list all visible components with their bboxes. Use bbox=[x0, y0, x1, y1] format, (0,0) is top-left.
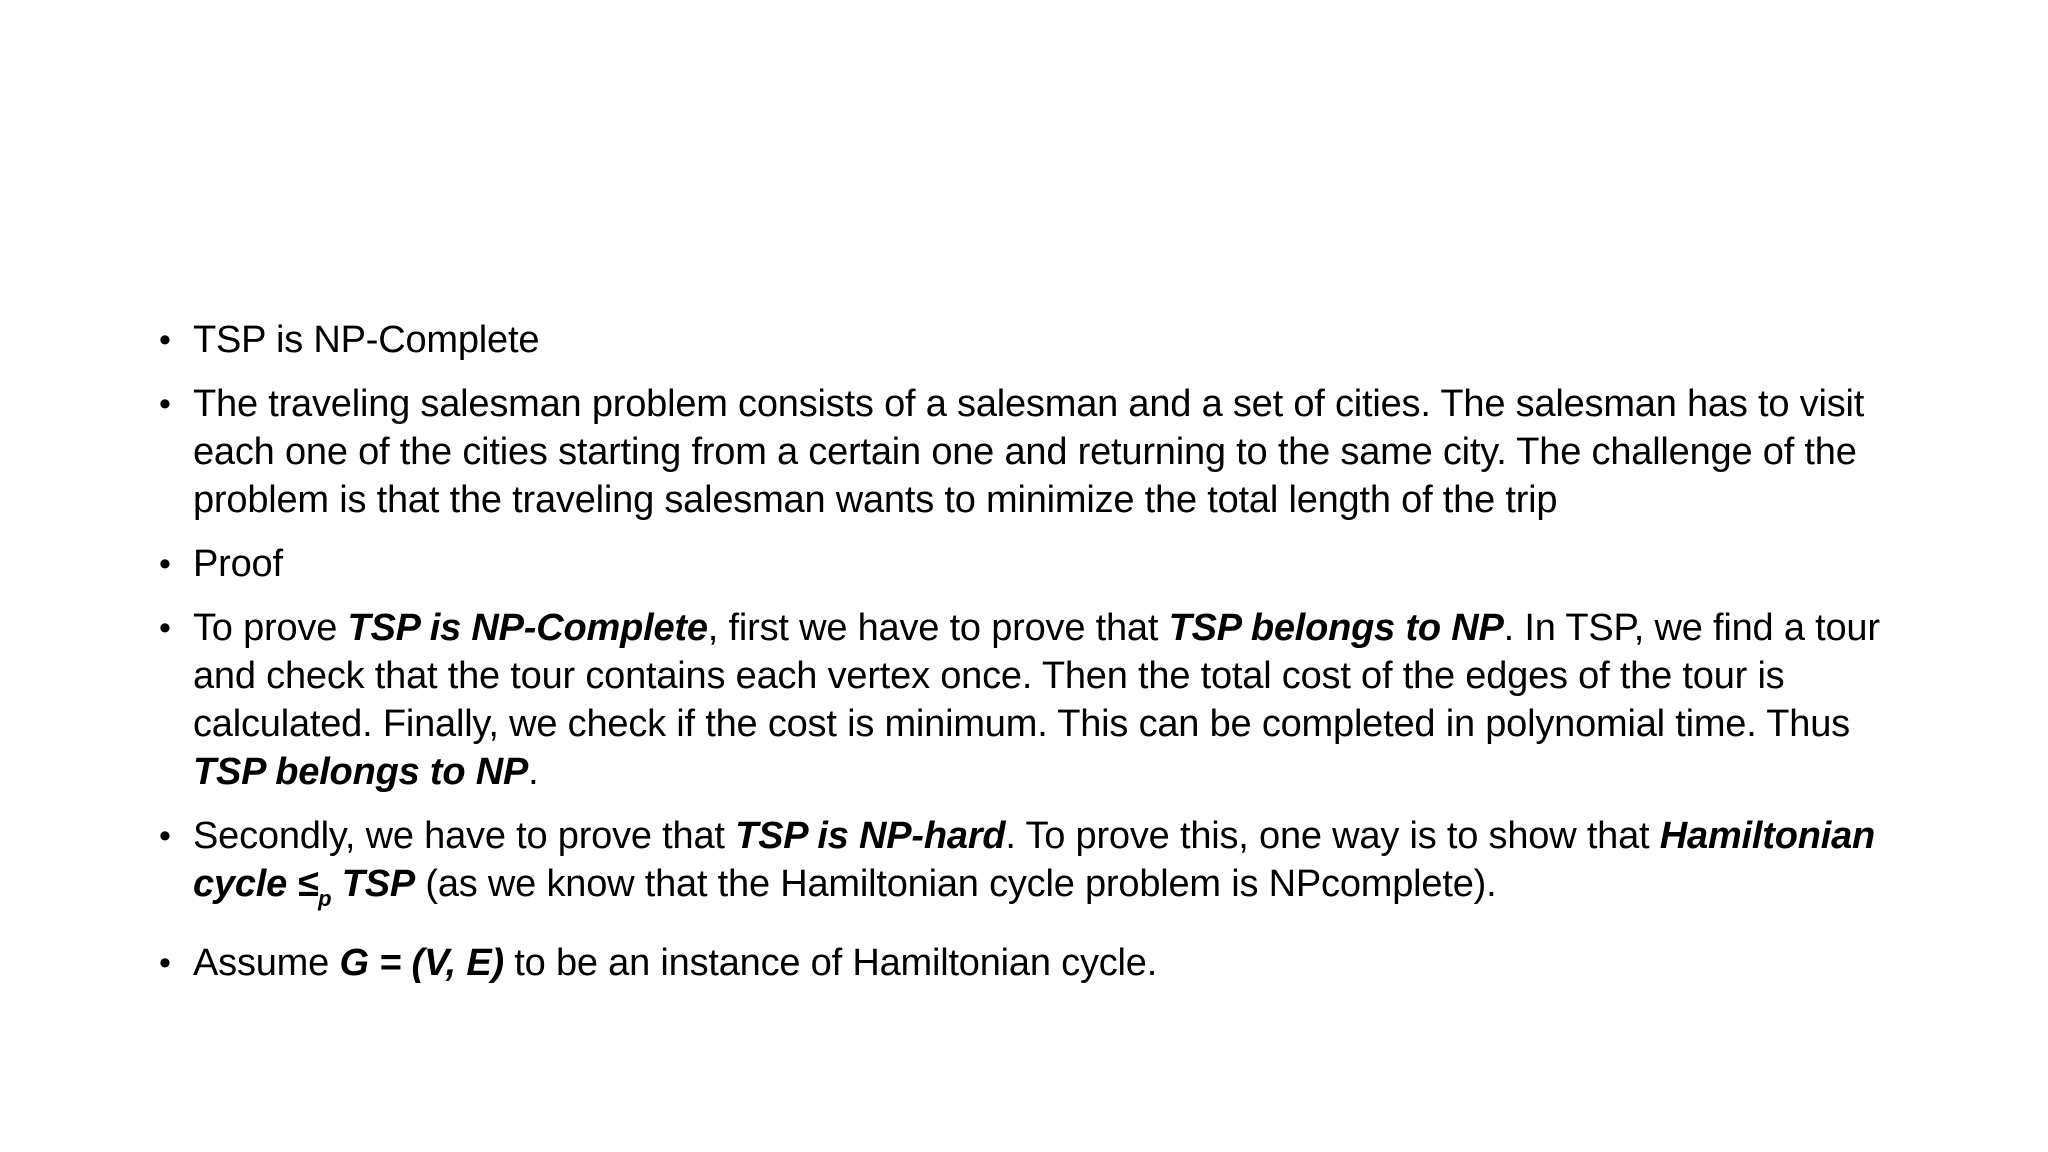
bullet-text: (as we know that the Hamiltonian cycle problem is NPcomplete). bbox=[415, 863, 1497, 905]
bullet-text: The traveling salesman problem consists of a salesman and a set of cities. The salesman has to visit each one of the cities starting from a certain one and returning to the same city. The challenge of the problem is that the traveling salesman wants to minimize the total length of the trip bbox=[193, 383, 1865, 521]
bullet-list bbox=[155, 316, 1915, 1003]
emphasis-text: TSP belongs to NP bbox=[1168, 607, 1504, 649]
bullet-item bbox=[155, 939, 1915, 987]
bullet-item bbox=[155, 540, 1915, 588]
bullet-text: to be an instance of Hamiltonian cycle. bbox=[503, 942, 1158, 984]
bullet-marker: • bbox=[159, 545, 171, 583]
emphasis-text: TSP bbox=[331, 863, 416, 905]
bullet-item bbox=[155, 812, 1915, 923]
bullet-marker: • bbox=[159, 944, 171, 982]
bullet-item bbox=[155, 604, 1915, 796]
bullet-item bbox=[155, 380, 1915, 524]
bullet-marker: • bbox=[159, 609, 171, 647]
emphasis-text: TSP is NP-hard bbox=[735, 815, 1006, 857]
subscript-text: p bbox=[318, 886, 332, 911]
bullet-text: To prove bbox=[193, 607, 348, 649]
emphasis-text: Hamiltonian cycle ≤ bbox=[193, 815, 1876, 905]
bullet-text: , first we have to prove that bbox=[707, 607, 1169, 649]
bullet-text: Proof bbox=[193, 543, 283, 585]
bullet-item bbox=[155, 316, 1915, 364]
bullet-marker: • bbox=[159, 817, 171, 855]
bullet-text: . bbox=[528, 751, 539, 793]
bullet-marker: • bbox=[159, 321, 171, 359]
bullet-text: . To prove this, one way is to show that bbox=[1005, 815, 1660, 857]
bullet-text: Assume bbox=[193, 942, 340, 984]
emphasis-text: TSP is NP-Complete bbox=[347, 607, 708, 649]
bullet-text: Secondly, we have to prove that bbox=[193, 815, 736, 857]
emphasis-text: TSP belongs to NP bbox=[193, 751, 529, 793]
emphasis-text: G = (V, E) bbox=[339, 942, 504, 984]
bullet-text: TSP is NP-Complete bbox=[193, 319, 540, 361]
bullet-text: . In TSP, we find a tour and check that the tour contains each vertex once. Then the total cost of the edges of the tour is calculated. Finally, we check if the cost is minimum. This can be completed in polynomial time. Thus bbox=[193, 607, 1880, 745]
bullet-marker: • bbox=[159, 385, 171, 423]
